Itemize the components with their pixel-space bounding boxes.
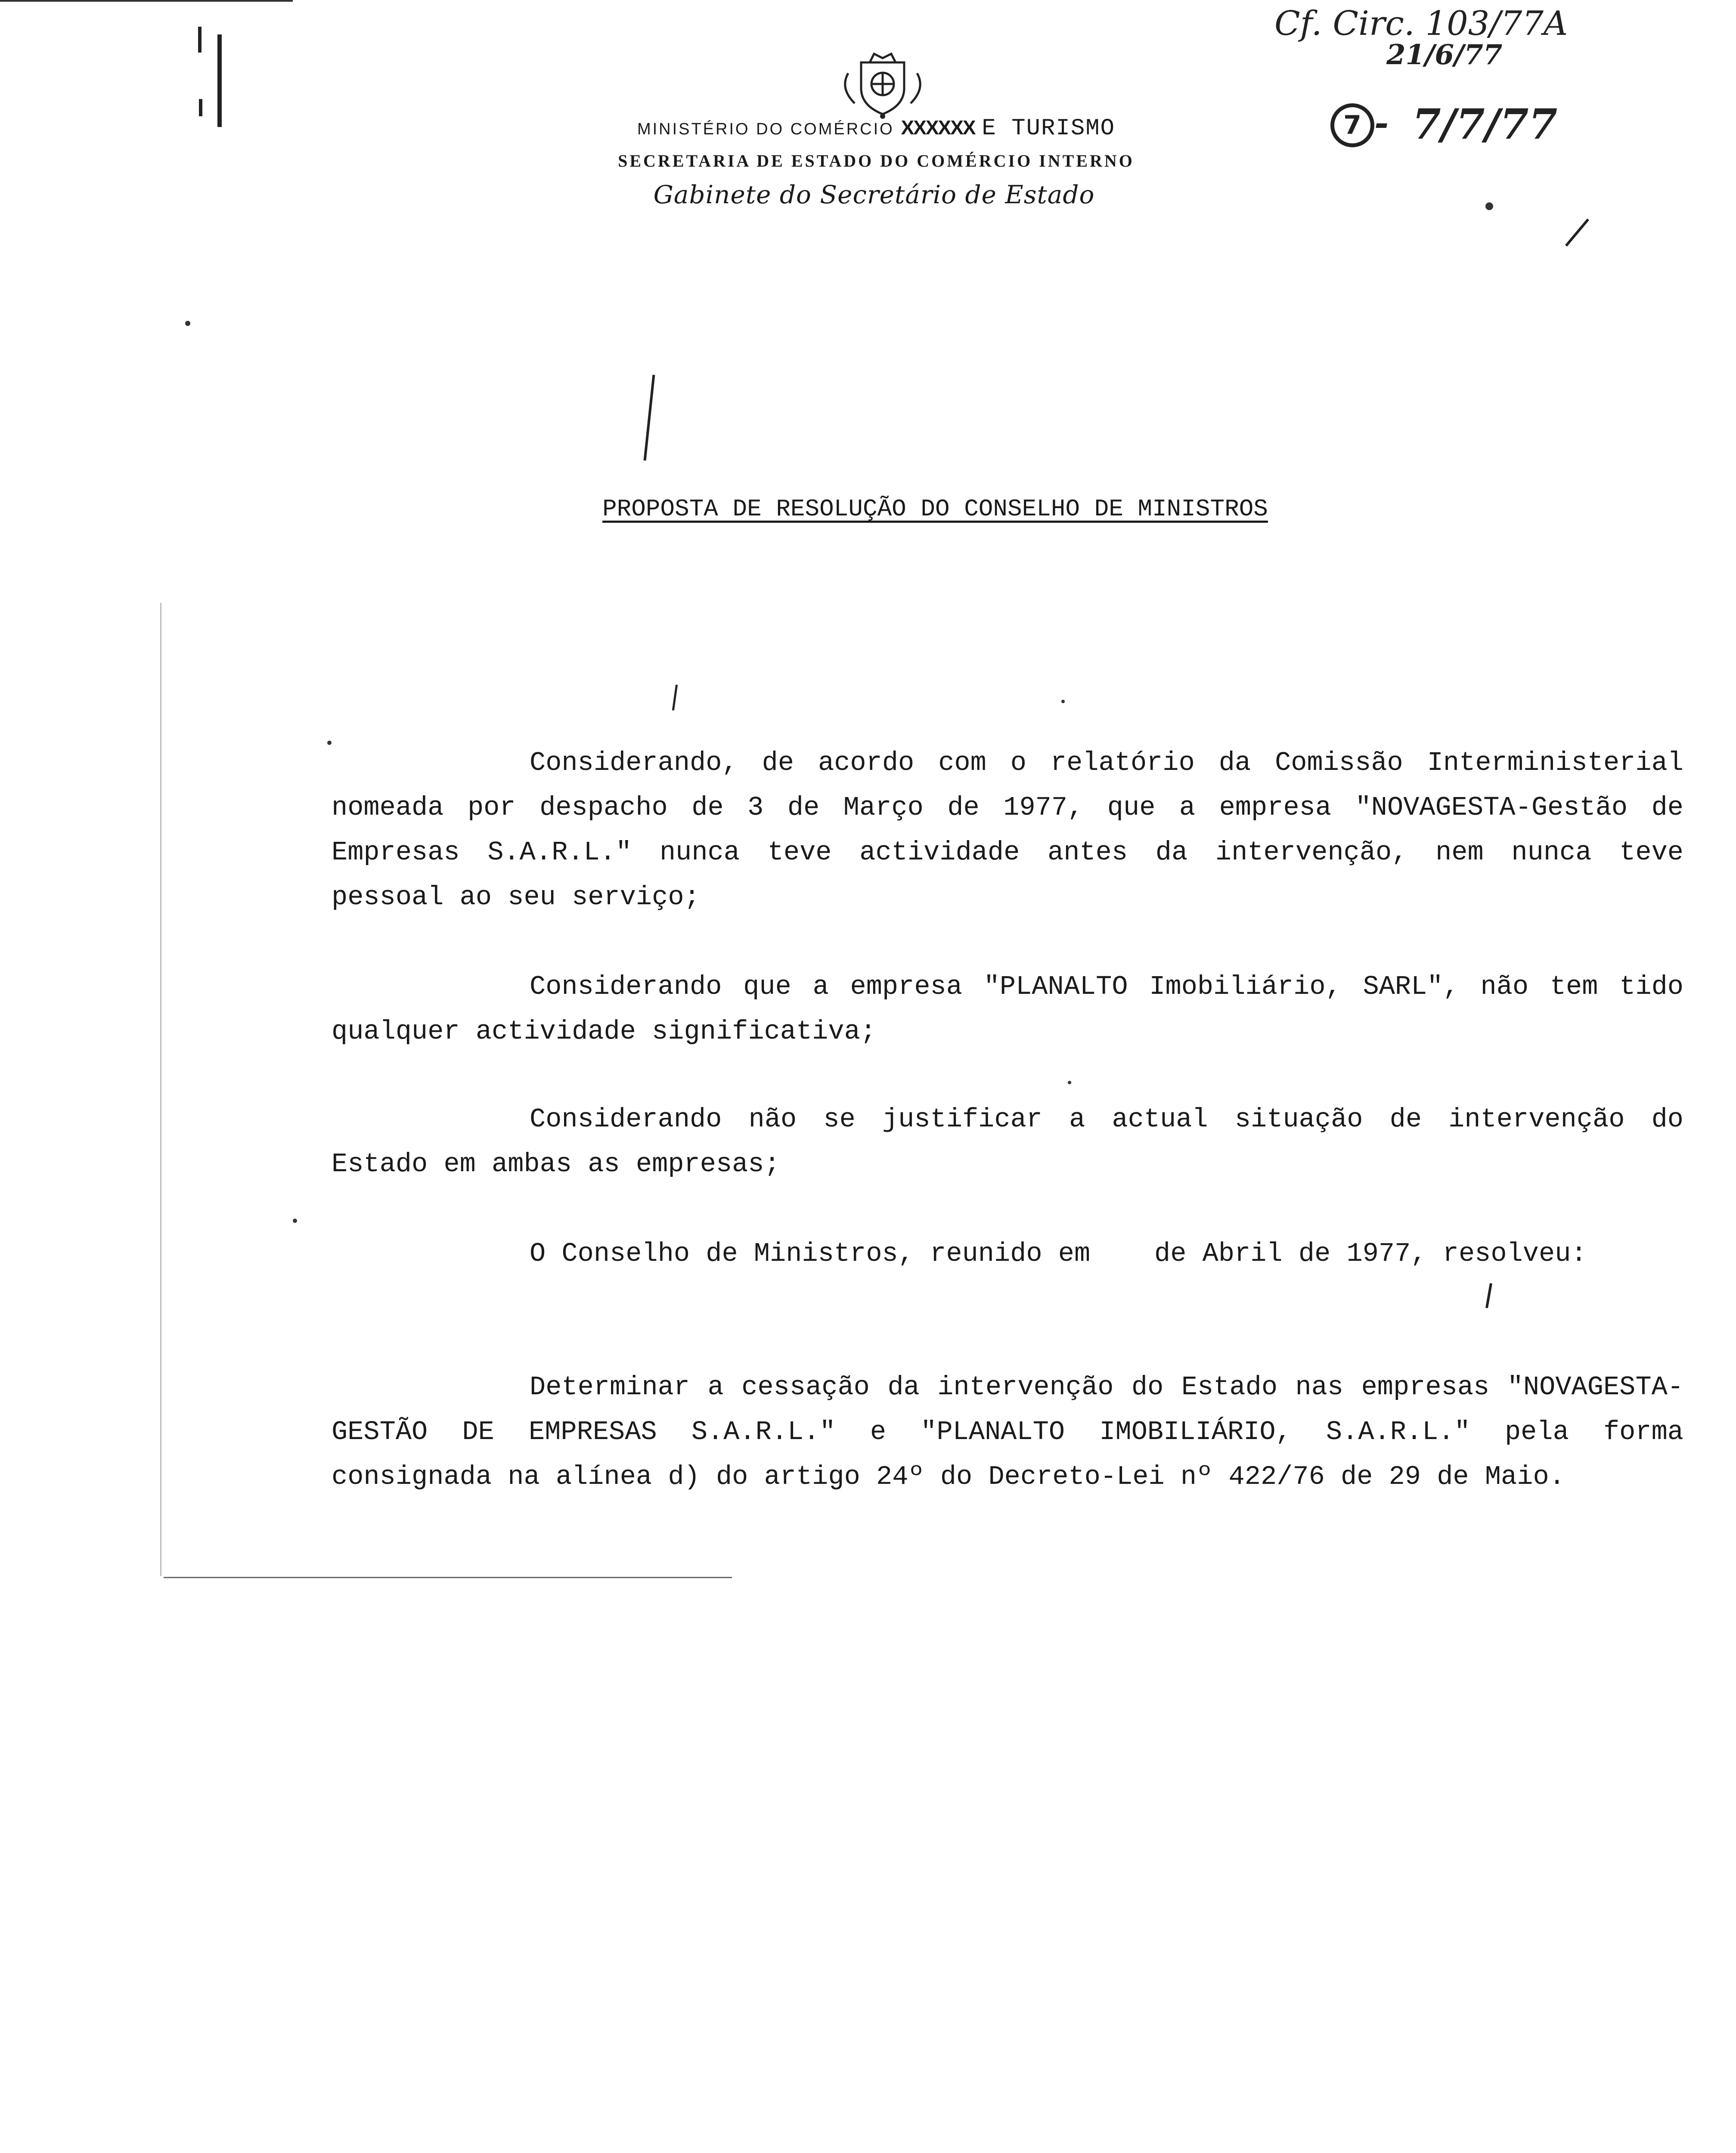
document-title: PROPOSTA DE RESOLUÇÃO DO CONSELHO DE MINISTROS bbox=[602, 495, 1268, 523]
margin-pen-mark bbox=[644, 375, 655, 461]
scan-speck bbox=[293, 1219, 297, 1223]
scan-speck bbox=[327, 741, 332, 745]
scan-edge-rule bbox=[164, 1577, 732, 1578]
margin-pen-mark bbox=[217, 34, 222, 127]
margin-pen-mark bbox=[1565, 218, 1589, 246]
secretaria-heading: SECRETARIA DE ESTADO DO COMÉRCIO INTERNO bbox=[618, 151, 1135, 171]
scan-edge-rule bbox=[0, 0, 293, 2]
scan-speck bbox=[1485, 202, 1493, 210]
handwritten-received-date: 21/6/77 bbox=[1386, 39, 1503, 71]
paragraph-considerando-comissao: Considerando, de acordo com o relatório da Comissão Interministerial nomeada por despacho de 3 de Março de 1977, que a empresa "NOVAGESTA-Gestão de Empresas S.A.R.L." nunca teve actividade antes da intervenção, nem nunca teve pessoal ao seu serviço; bbox=[332, 748, 1683, 912]
coat-of-arms-icon bbox=[831, 47, 934, 121]
gabinete-heading: Gabinete do Secretário de Estado bbox=[653, 180, 1095, 209]
margin-pen-mark bbox=[672, 685, 678, 710]
stamp-dash: - bbox=[1374, 102, 1389, 143]
circled-number-stamp: 7 bbox=[1330, 103, 1374, 147]
paragraph-conselho-resolveu: O Conselho de Ministros, reunido em de Abril de 1977, resolveu: bbox=[530, 1238, 1587, 1269]
handwritten-reference: Cf. Circ. 103/77A bbox=[1274, 4, 1568, 43]
margin-pen-mark bbox=[198, 27, 202, 53]
ministry-suffix: E TURISMO bbox=[982, 115, 1116, 142]
scan-speck bbox=[1068, 1081, 1071, 1084]
paragraph-considerando-planalto: Considerando que a empresa "PLANALTO Imobiliário, SARL", não tem tido qualquer actividade significativa; bbox=[332, 971, 1683, 1047]
handwritten-stamp-date: 7/7/77 bbox=[1412, 100, 1558, 149]
ministry-prefix: MINISTÉRIO DO COMÉRCIO bbox=[637, 120, 894, 138]
paragraph-determinar: Determinar a cessação da intervenção do Estado nas empresas "NOVAGESTA-GESTÃO DE EMPRESAS S.A.R.L." e "PLANALTO IMOBILIÁRIO, S.A.R.L." pela forma consignada na alínea d) do artigo 24º do Decreto-Lei nº 422/76 de 29 de Maio. bbox=[332, 1372, 1683, 1492]
ministry-heading bbox=[482, 115, 1270, 142]
margin-pen-mark bbox=[1485, 1283, 1492, 1308]
margin-pen-mark bbox=[160, 603, 161, 1576]
scan-speck bbox=[1061, 700, 1065, 703]
paragraph-considerando-intervencao: Considerando não se justificar a actual situação de intervenção do Estado em ambas as empresas; bbox=[332, 1104, 1683, 1179]
ministry-struck-word: XXXXXX bbox=[901, 116, 975, 139]
margin-pen-mark bbox=[199, 99, 202, 116]
scan-speck bbox=[185, 321, 190, 326]
